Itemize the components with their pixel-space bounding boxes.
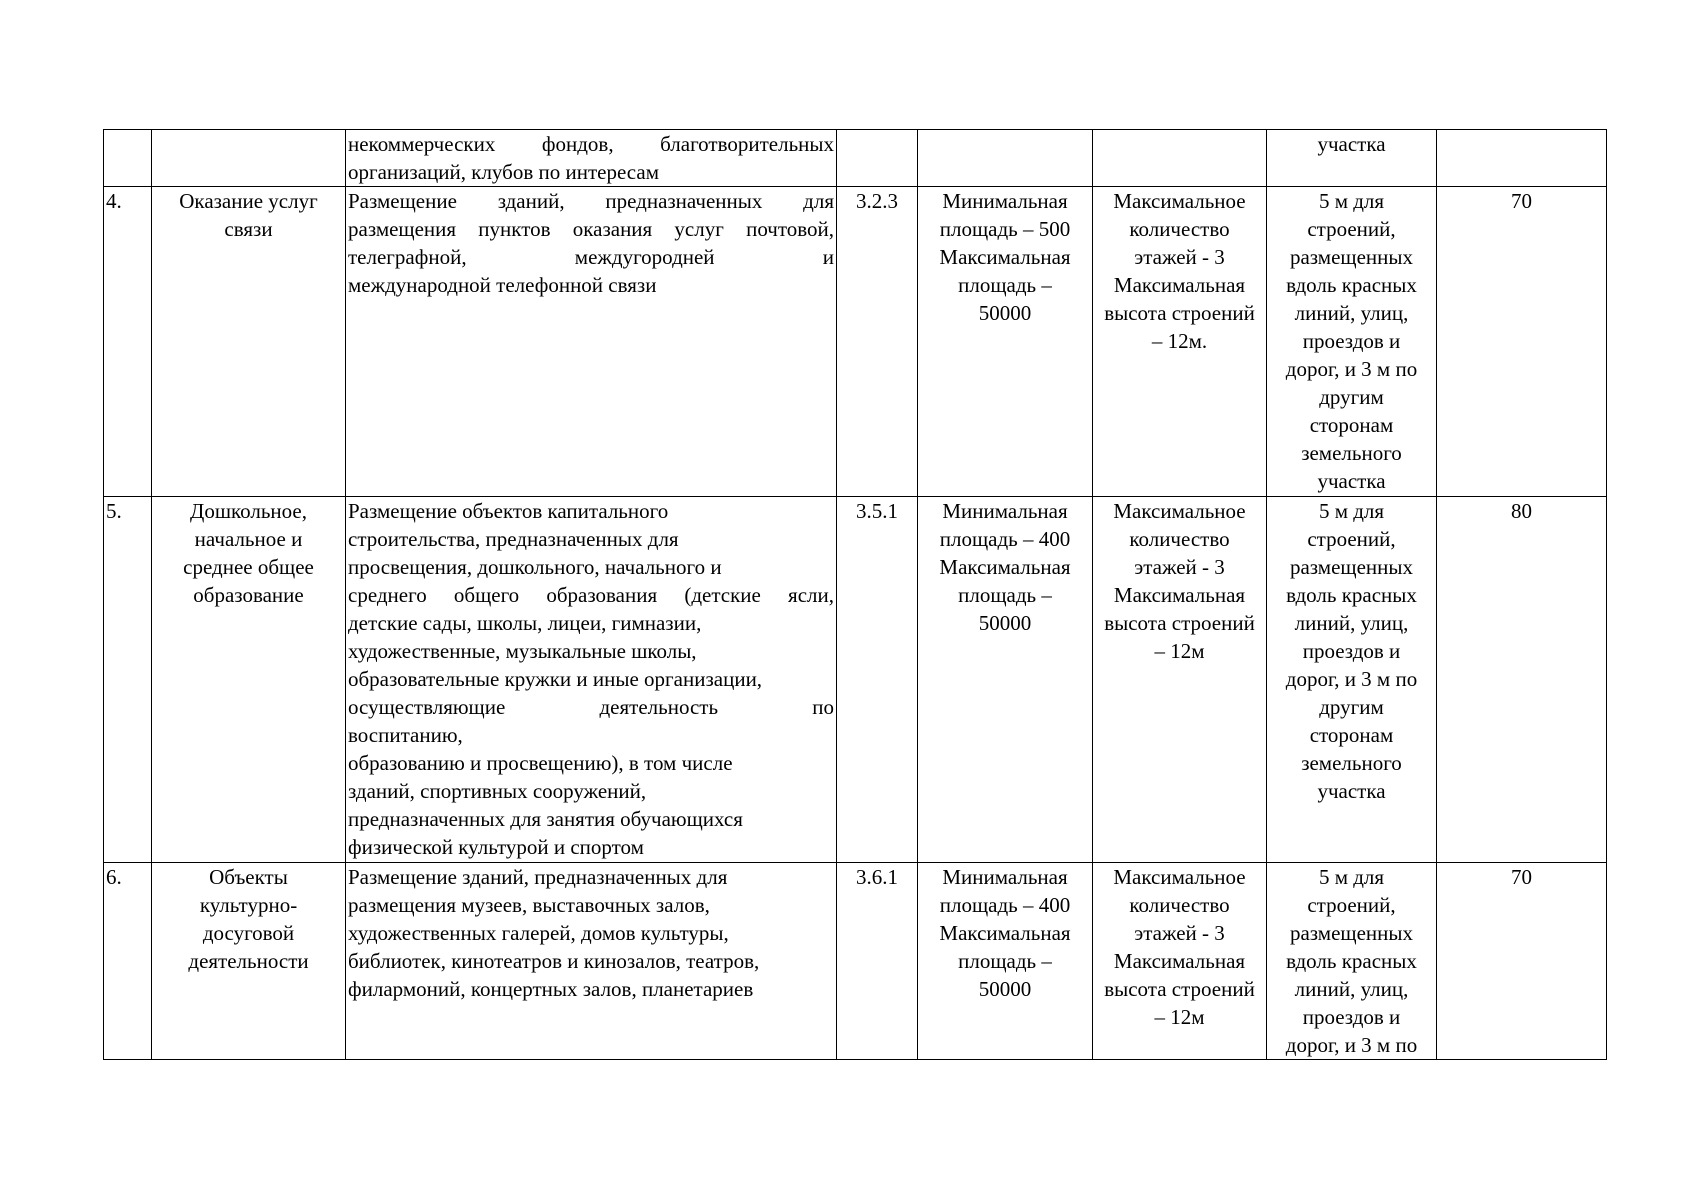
use-description-cell-line: детские сады, школы, лицеи, гимназии,	[348, 611, 702, 635]
floors-height-cell-line: Максимальная	[1113, 583, 1246, 607]
min-max-area-cell-line: Минимальная	[942, 499, 1068, 523]
use-type-name-cell	[152, 187, 346, 497]
min-max-area-cell-line: Максимальная	[939, 921, 1071, 945]
use-type-name-cell	[152, 863, 346, 1060]
floors-height-cell-line: Максимальная	[1113, 949, 1246, 973]
row-number-cell-text: 5.	[106, 499, 122, 523]
setback-cell-line: другим	[1319, 385, 1384, 409]
setback-cell-line: линий, улиц,	[1294, 977, 1409, 1001]
setback-cell-line: дорог, и 3 м по	[1285, 1033, 1418, 1057]
floors-height-cell-line: – 12м.	[1151, 329, 1208, 353]
table-row	[104, 497, 1607, 863]
setback-cell	[1267, 130, 1437, 187]
floors-height-cell-line: количество	[1129, 217, 1230, 241]
table-row	[104, 187, 1607, 497]
setback-cell-line: размещенных	[1289, 921, 1413, 945]
use-description-cell-line: размещения пунктов оказания услуг почтовой,	[348, 217, 834, 241]
coverage-percent-cell	[1437, 863, 1607, 1060]
use-description-cell-line: зданий, спортивных сооружений,	[348, 779, 647, 803]
use-type-name-cell	[152, 130, 346, 187]
min-max-area-cell	[918, 497, 1093, 863]
use-description-cell-line: воспитанию,	[348, 723, 463, 747]
setback-cell-line: участка	[1317, 132, 1386, 156]
setback-cell-line: проездов и	[1302, 1005, 1401, 1029]
use-description-cell-line: размещения музеев, выставочных залов,	[348, 893, 710, 917]
classifier-code-cell	[837, 187, 918, 497]
use-description-cell-line: Размещение зданий, предназначенных для	[348, 865, 728, 889]
floors-height-cell-line: высота строений	[1104, 301, 1255, 325]
setback-cell-line: дорог, и 3 м по	[1285, 667, 1418, 691]
use-type-name-cell-line: начальное и	[194, 527, 303, 551]
use-description-cell-line: библиотек, кинотеатров и кинозалов, театров,	[348, 949, 760, 973]
use-description-cell-line: строительства, предназначенных для	[348, 527, 679, 551]
classifier-code-cell-text: 3.5.1	[856, 499, 898, 523]
setback-cell-line: строений,	[1307, 217, 1396, 241]
min-max-area-cell-line: площадь –	[958, 583, 1052, 607]
row-number-cell-text: 6.	[106, 865, 122, 889]
min-max-area-cell-line: Минимальная	[942, 865, 1068, 889]
row-number-cell	[104, 863, 152, 1060]
floors-height-cell-line: – 12м	[1154, 639, 1205, 663]
row-number-cell	[104, 130, 152, 187]
use-description-cell-line: телеграфной, междугородней и	[348, 245, 834, 269]
coverage-percent-cell	[1437, 187, 1607, 497]
min-max-area-cell-line: площадь –	[958, 273, 1052, 297]
use-description-cell-line: физической культурой и спортом	[348, 835, 644, 859]
use-type-name-cell-line: Дошкольное,	[190, 499, 307, 523]
setback-cell-line: 5 м для	[1318, 865, 1385, 889]
floors-height-cell-line: этажей - 3	[1134, 555, 1225, 579]
use-type-name-cell-line: деятельности	[188, 949, 309, 973]
use-description-cell-line: филармоний, концертных залов, планетариев	[348, 977, 754, 1001]
setback-cell-line: сторонам	[1309, 723, 1394, 747]
classifier-code-cell-text: 3.6.1	[856, 865, 898, 889]
setback-cell-line: строений,	[1307, 893, 1396, 917]
row-number-cell	[104, 187, 152, 497]
use-description-cell-line: образовательные кружки и иные организации,	[348, 667, 763, 691]
table-row	[104, 130, 1607, 187]
use-description-cell	[346, 187, 837, 497]
use-type-name-cell-line: Объекты	[209, 865, 288, 889]
row-number-cell	[104, 497, 152, 863]
min-max-area-cell-line: Максимальная	[939, 245, 1071, 269]
use-description-cell-line: международной телефонной связи	[348, 273, 657, 297]
min-max-area-cell-line: 50000	[978, 611, 1032, 635]
setback-cell-line: участка	[1317, 469, 1386, 493]
setback-cell-line: земельного	[1301, 751, 1402, 775]
coverage-percent-cell	[1437, 130, 1607, 187]
use-type-name-cell-line: досуговой	[202, 921, 295, 945]
use-description-cell-line: некоммерческих фондов, благотворительных	[348, 132, 834, 156]
coverage-percent-cell-text: 70	[1511, 189, 1532, 213]
min-max-area-cell	[918, 130, 1093, 187]
use-description-cell	[346, 130, 837, 187]
use-description-cell-line: среднего общего образования (детские ясли,	[348, 583, 834, 607]
setback-cell-line: проездов и	[1302, 329, 1401, 353]
setback-cell-line: сторонам	[1309, 413, 1394, 437]
classifier-code-cell	[837, 130, 918, 187]
use-type-name-cell-line: образование	[193, 583, 304, 607]
min-max-area-cell-line: 50000	[978, 977, 1032, 1001]
setback-cell-line: размещенных	[1289, 245, 1413, 269]
setback-cell-line: другим	[1319, 695, 1384, 719]
min-max-area-cell-line: площадь – 400	[939, 527, 1071, 551]
coverage-percent-cell-text: 70	[1511, 865, 1532, 889]
min-max-area-cell	[918, 863, 1093, 1060]
setback-cell-line: вдоль красных	[1286, 949, 1417, 973]
use-description-cell-line: Размещение объектов капитального	[348, 499, 669, 523]
land-use-regulations-table	[103, 129, 1607, 1060]
setback-cell-line: вдоль красных	[1286, 273, 1417, 297]
min-max-area-cell-line: Минимальная	[942, 189, 1068, 213]
floors-height-cell-line: этажей - 3	[1134, 245, 1225, 269]
setback-cell-line: 5 м для	[1318, 189, 1385, 213]
setback-cell-line: вдоль красных	[1286, 583, 1417, 607]
use-type-name-cell-line: среднее общее	[183, 555, 314, 579]
use-type-name-cell-line: Оказание услуг	[179, 189, 318, 213]
floors-height-cell-line: количество	[1129, 893, 1230, 917]
use-description-cell-line: осуществляющие деятельность по	[348, 695, 834, 719]
use-description-cell-line: организаций, клубов по интересам	[348, 160, 659, 184]
use-description-cell-line: художественные, музыкальные школы,	[348, 639, 697, 663]
table-body	[104, 130, 1607, 1060]
setback-cell-line: линий, улиц,	[1294, 301, 1409, 325]
use-description-cell-line: Размещение зданий, предназначенных для	[348, 189, 834, 213]
setback-cell-line: строений,	[1307, 527, 1396, 551]
table-row	[104, 863, 1607, 1060]
setback-cell-line: земельного	[1301, 441, 1402, 465]
min-max-area-cell-line: площадь – 500	[939, 217, 1071, 241]
min-max-area-cell-line: Максимальная	[939, 555, 1071, 579]
floors-height-cell-line: – 12м	[1154, 1005, 1205, 1029]
floors-height-cell-line: высота строений	[1104, 977, 1255, 1001]
use-description-cell-line: предназначенных для занятия обучающихся	[348, 807, 743, 831]
floors-height-cell	[1093, 130, 1267, 187]
use-description-cell-line: просвещения, дошкольного, начального и	[348, 555, 722, 579]
use-description-cell	[346, 863, 837, 1060]
floors-height-cell-line: Максимальная	[1113, 273, 1246, 297]
min-max-area-cell-line: площадь –	[958, 949, 1052, 973]
floors-height-cell	[1093, 187, 1267, 497]
use-type-name-cell-line: связи	[224, 217, 273, 241]
floors-height-cell-line: этажей - 3	[1134, 921, 1225, 945]
classifier-code-cell	[837, 863, 918, 1060]
setback-cell-line: участка	[1317, 779, 1386, 803]
setback-cell-line: 5 м для	[1318, 499, 1385, 523]
setback-cell-line: проездов и	[1302, 639, 1401, 663]
setback-cell-line: размещенных	[1289, 555, 1413, 579]
coverage-percent-cell-text: 80	[1511, 499, 1532, 523]
use-type-name-cell	[152, 497, 346, 863]
floors-height-cell-line: Максимальное	[1113, 499, 1246, 523]
classifier-code-cell	[837, 497, 918, 863]
min-max-area-cell	[918, 187, 1093, 497]
min-max-area-cell-line: 50000	[978, 301, 1032, 325]
floors-height-cell-line: количество	[1129, 527, 1230, 551]
floors-height-cell-line: Максимальное	[1113, 189, 1246, 213]
floors-height-cell-line: высота строений	[1104, 611, 1255, 635]
floors-height-cell	[1093, 863, 1267, 1060]
floors-height-cell-line: Максимальное	[1113, 865, 1246, 889]
floors-height-cell	[1093, 497, 1267, 863]
min-max-area-cell-line: площадь – 400	[939, 893, 1071, 917]
setback-cell-line: линий, улиц,	[1294, 611, 1409, 635]
use-description-cell-line: образованию и просвещению), в том числе	[348, 751, 733, 775]
setback-cell	[1267, 187, 1437, 497]
use-description-cell	[346, 497, 837, 863]
row-number-cell-text: 4.	[106, 189, 122, 213]
use-type-name-cell-line: культурно-	[199, 893, 298, 917]
setback-cell	[1267, 863, 1437, 1060]
use-description-cell-line: художественных галерей, домов культуры,	[348, 921, 729, 945]
setback-cell-line: дорог, и 3 м по	[1285, 357, 1418, 381]
coverage-percent-cell	[1437, 497, 1607, 863]
setback-cell	[1267, 497, 1437, 863]
classifier-code-cell-text: 3.2.3	[856, 189, 898, 213]
